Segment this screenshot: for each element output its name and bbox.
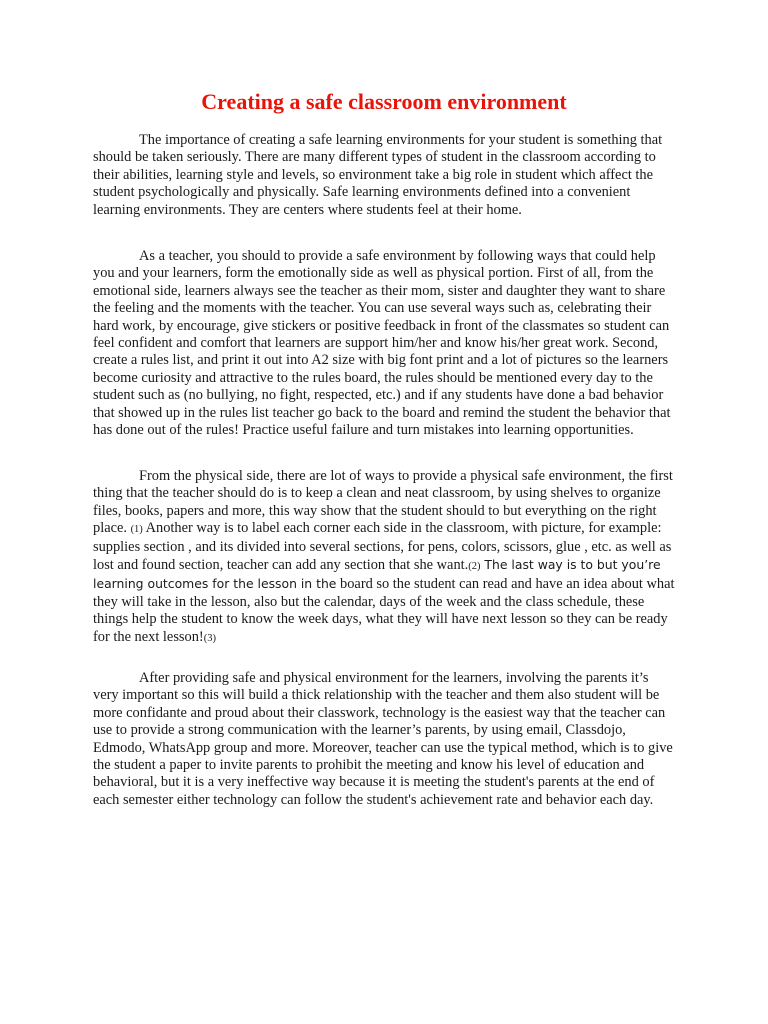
reference-marker-1: (1) [130, 524, 143, 536]
paragraph-2: As a teacher, you should to provide a safe environment by following ways that could help you and your learners, form the emotionally side as well as physical portion. First of all, from the emotional side, learners always see the teacher as their mom, sister and daughter they want to share the feeling and the moments with the teacher. You can use several ways such as, celebrating their hard work, by encourage, give stickers or positive feedback in front of the classmates so student can feel confident and comfort that learners are support him/her and know his/her great work. Second, create a rules list, and print it out into A2 size with big font print and a lot of pictures so the learners become curiosity and attractive to the rules board, the rules should be mentioned every day to the student such as (no bullying, no fight, respected, etc.) and if any students have done a bad behavior that showed up in the rules list teacher go back to the board and remind the student the behavior that has done out of the rules! Practice useful failure and turn mistakes into learning opportunities. [93, 248, 671, 439]
paragraph-3-mid: Another way is to label each corner each side in the classroom, with picture, for example: supplies section , and its divided into several sections, for pens, colors, scissors, glue , etc. as well as lost and found section, teacher can add any section that she want. [93, 520, 672, 574]
document-title: Creating a safe classroom environment [201, 89, 567, 114]
reference-marker-3: (3) [203, 632, 216, 644]
paragraph-3-tail: board so the student can read and have an idea about what they will take in the lesson, also but the calendar, days of the week and the class schedule, these things help the student to know the week days, what they will have next lesson so they can be ready for the next lesson! [93, 576, 675, 645]
paragraph-3-lead: From the physical side, there are lot of ways to provide a physical safe environment, the first thing that the teacher should do is to keep a clean and neat classroom, by using shelves to organize files, books, papers and more, this way show that the student should to but everything on the right place. [93, 468, 673, 537]
paragraph-1: The importance of creating a safe learning environments for your student is something that should be taken seriously. There are many different types of student in the classroom according to their abilities, learning style and levels, so environment take a big role in student which affect the student psychologically and physically. Safe learning environments defined into a convenient learning environments. They are centers where students feel at their home. [93, 132, 663, 218]
paragraph-3-alt-font-run: The last way is to but you’re learning outcomes for the lesson in the [93, 557, 661, 592]
paragraph-3 [93, 468, 677, 647]
paragraph-4: After providing safe and physical environment for the learners, involving the parents it’s very important so this will build a thick relationship with the teacher and them also student will be more confidante and proud about their classwork, technology is the easiest way that the teacher can use to provide a strong communication with the learner’s parents, by using email, Classdojo, Edmodo, WhatsApp group and more. Moreover, teacher can use the typical method, which is to give the student a paper to invite parents to prohibit the meeting and know his level of education and behavioral, but it is a very ineffective way because it is meeting the student's parents at the end of each semester either technology can follow the student's achievement rate and behavior each day. [93, 670, 673, 808]
reference-marker-2: (2) [468, 561, 481, 573]
